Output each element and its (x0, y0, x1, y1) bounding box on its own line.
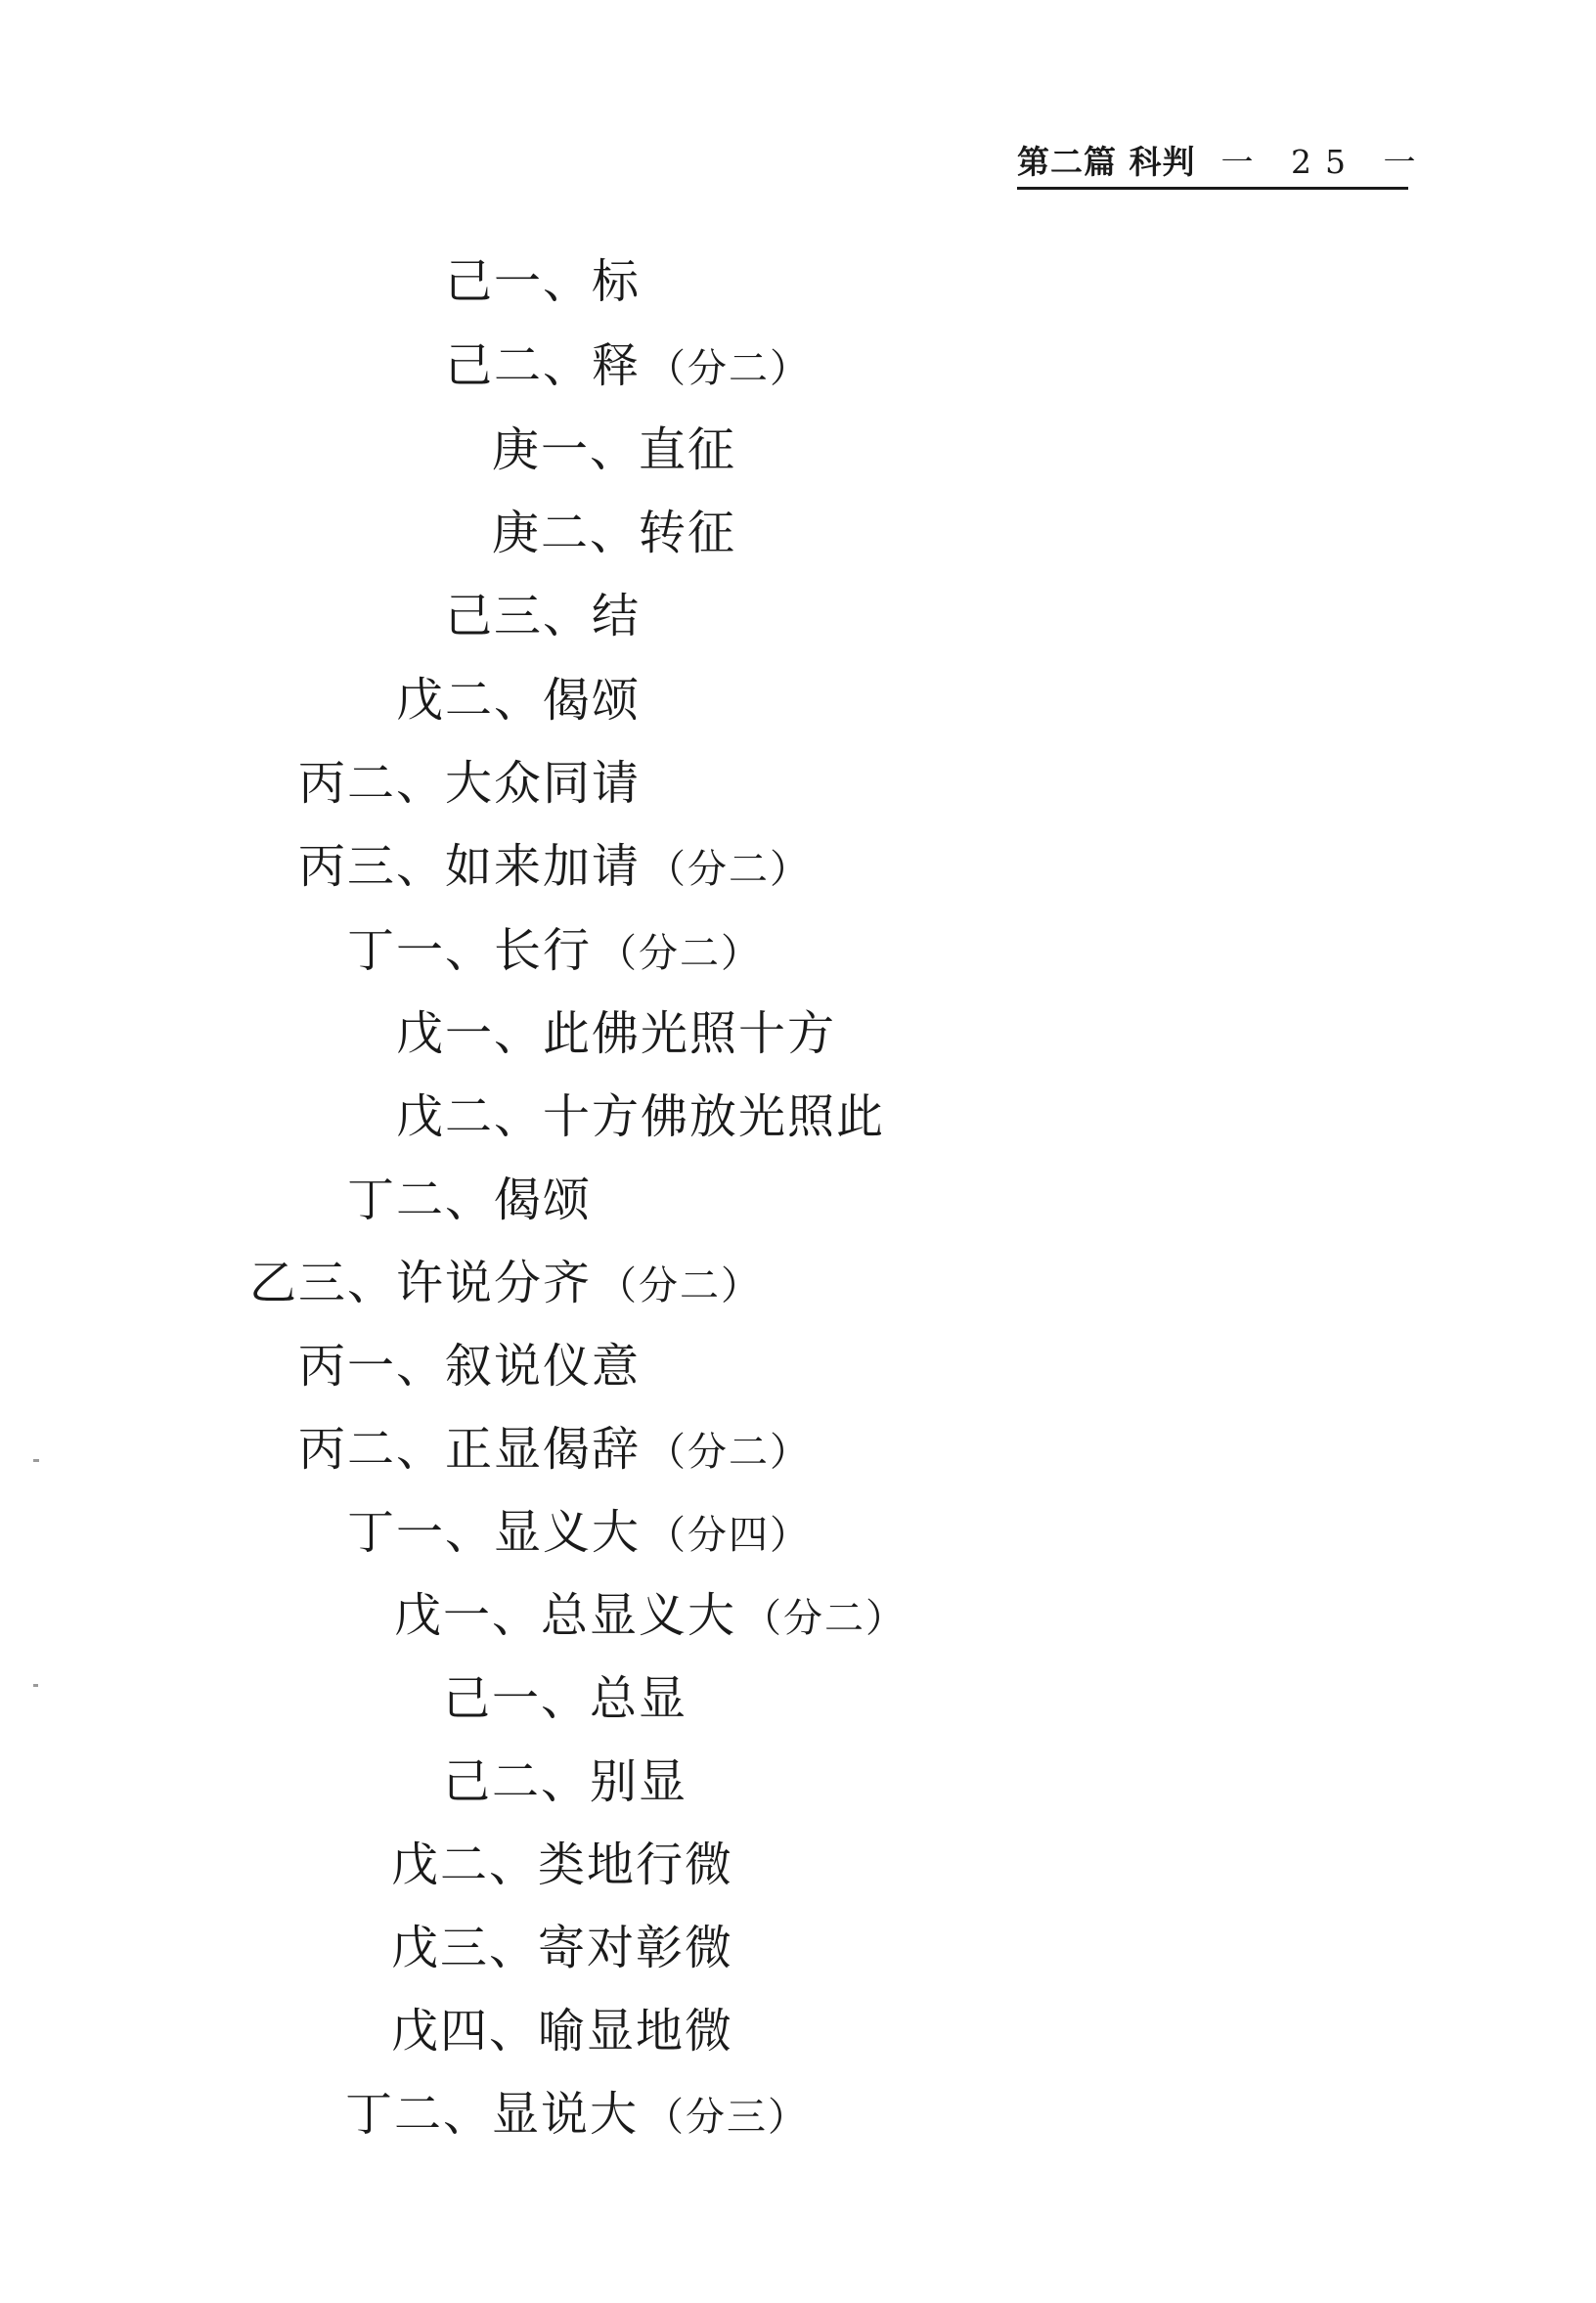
outline-item (396, 999, 842, 1068)
outline-item (396, 666, 646, 734)
outline-item-note: （分二） (646, 346, 812, 391)
outline-item-note: （分四） (646, 1513, 812, 1558)
outline-item-label: 己三、结 (445, 589, 642, 643)
outline-item-label: 戊一、此佛光照十方 (396, 1006, 837, 1061)
outline-item (345, 2080, 809, 2148)
outline-item (298, 749, 646, 818)
outline-item (347, 1498, 811, 1567)
outline-item (492, 499, 742, 567)
outline-item-label: 丙二、正显偈辞 (298, 1422, 642, 1477)
outline-item (445, 582, 646, 650)
outline-item (391, 1914, 739, 1982)
outline-item (347, 1166, 598, 1234)
outline-item-label: 戊二、偈颂 (396, 673, 642, 728)
outline-item-label: 己一、总显 (443, 1671, 688, 1726)
outline-item (445, 332, 811, 400)
outline-item-label: 己一、标 (445, 254, 642, 309)
outline-item-label: 庚一、直征 (492, 422, 737, 477)
outline-item-note: （分二） (598, 931, 763, 976)
outline-item (298, 1415, 811, 1484)
outline-item (391, 1831, 739, 1899)
outline-item (391, 1997, 739, 2065)
outline-item-label: 丙一、叙说仪意 (298, 1339, 642, 1394)
outline-item (443, 1748, 693, 1816)
outline-item (394, 1581, 907, 1650)
outline-item-label: 庚二、转征 (492, 506, 737, 560)
outline-item-label: 丁一、长行 (347, 923, 593, 978)
outline-item-label: 戊二、十方佛放光照此 (396, 1089, 886, 1144)
outline-item (249, 1249, 762, 1317)
outline-item-label: 乙三、许说分齐 (249, 1256, 593, 1310)
scan-speck (33, 1459, 39, 1462)
outline-item-label: 丁二、显说大 (345, 2087, 640, 2142)
outline-item-label: 丙三、如来加请 (298, 839, 642, 894)
outline-item-label: 戊四、喻显地微 (391, 2004, 734, 2059)
page-number: 一 25 一 (1220, 143, 1430, 181)
header-section-title: 第二篇 科判 (1017, 143, 1196, 181)
outline-item-note: （分二） (598, 1263, 763, 1308)
outline-item (298, 1332, 646, 1400)
outline-item (298, 832, 811, 901)
outline-item (396, 1083, 891, 1151)
outline-item-note: （分二） (646, 847, 812, 892)
outline-item-note: （分二） (646, 1430, 812, 1475)
outline-item-note: （分三） (644, 2095, 810, 2140)
outline-item (347, 916, 762, 985)
outline-item-label: 己二、释 (445, 338, 642, 393)
scan-speck (33, 1684, 38, 1687)
outline-item-label: 丁一、显义大 (347, 1505, 642, 1560)
outline-item-note: （分二） (742, 1596, 908, 1641)
outline-item-label: 丙二、大众同请 (298, 756, 642, 811)
outline-item-label: 己二、别显 (443, 1754, 688, 1809)
outline-item-label: 戊一、总显义大 (394, 1588, 737, 1643)
outline-item (492, 416, 742, 484)
outline-item-label: 丁二、偈颂 (347, 1173, 593, 1227)
outline-item-label: 戊二、类地行微 (391, 1838, 734, 1892)
outline-item (445, 247, 646, 316)
outline-item-label: 戊三、寄对彰微 (391, 1921, 734, 1975)
outline-item (443, 1664, 693, 1733)
